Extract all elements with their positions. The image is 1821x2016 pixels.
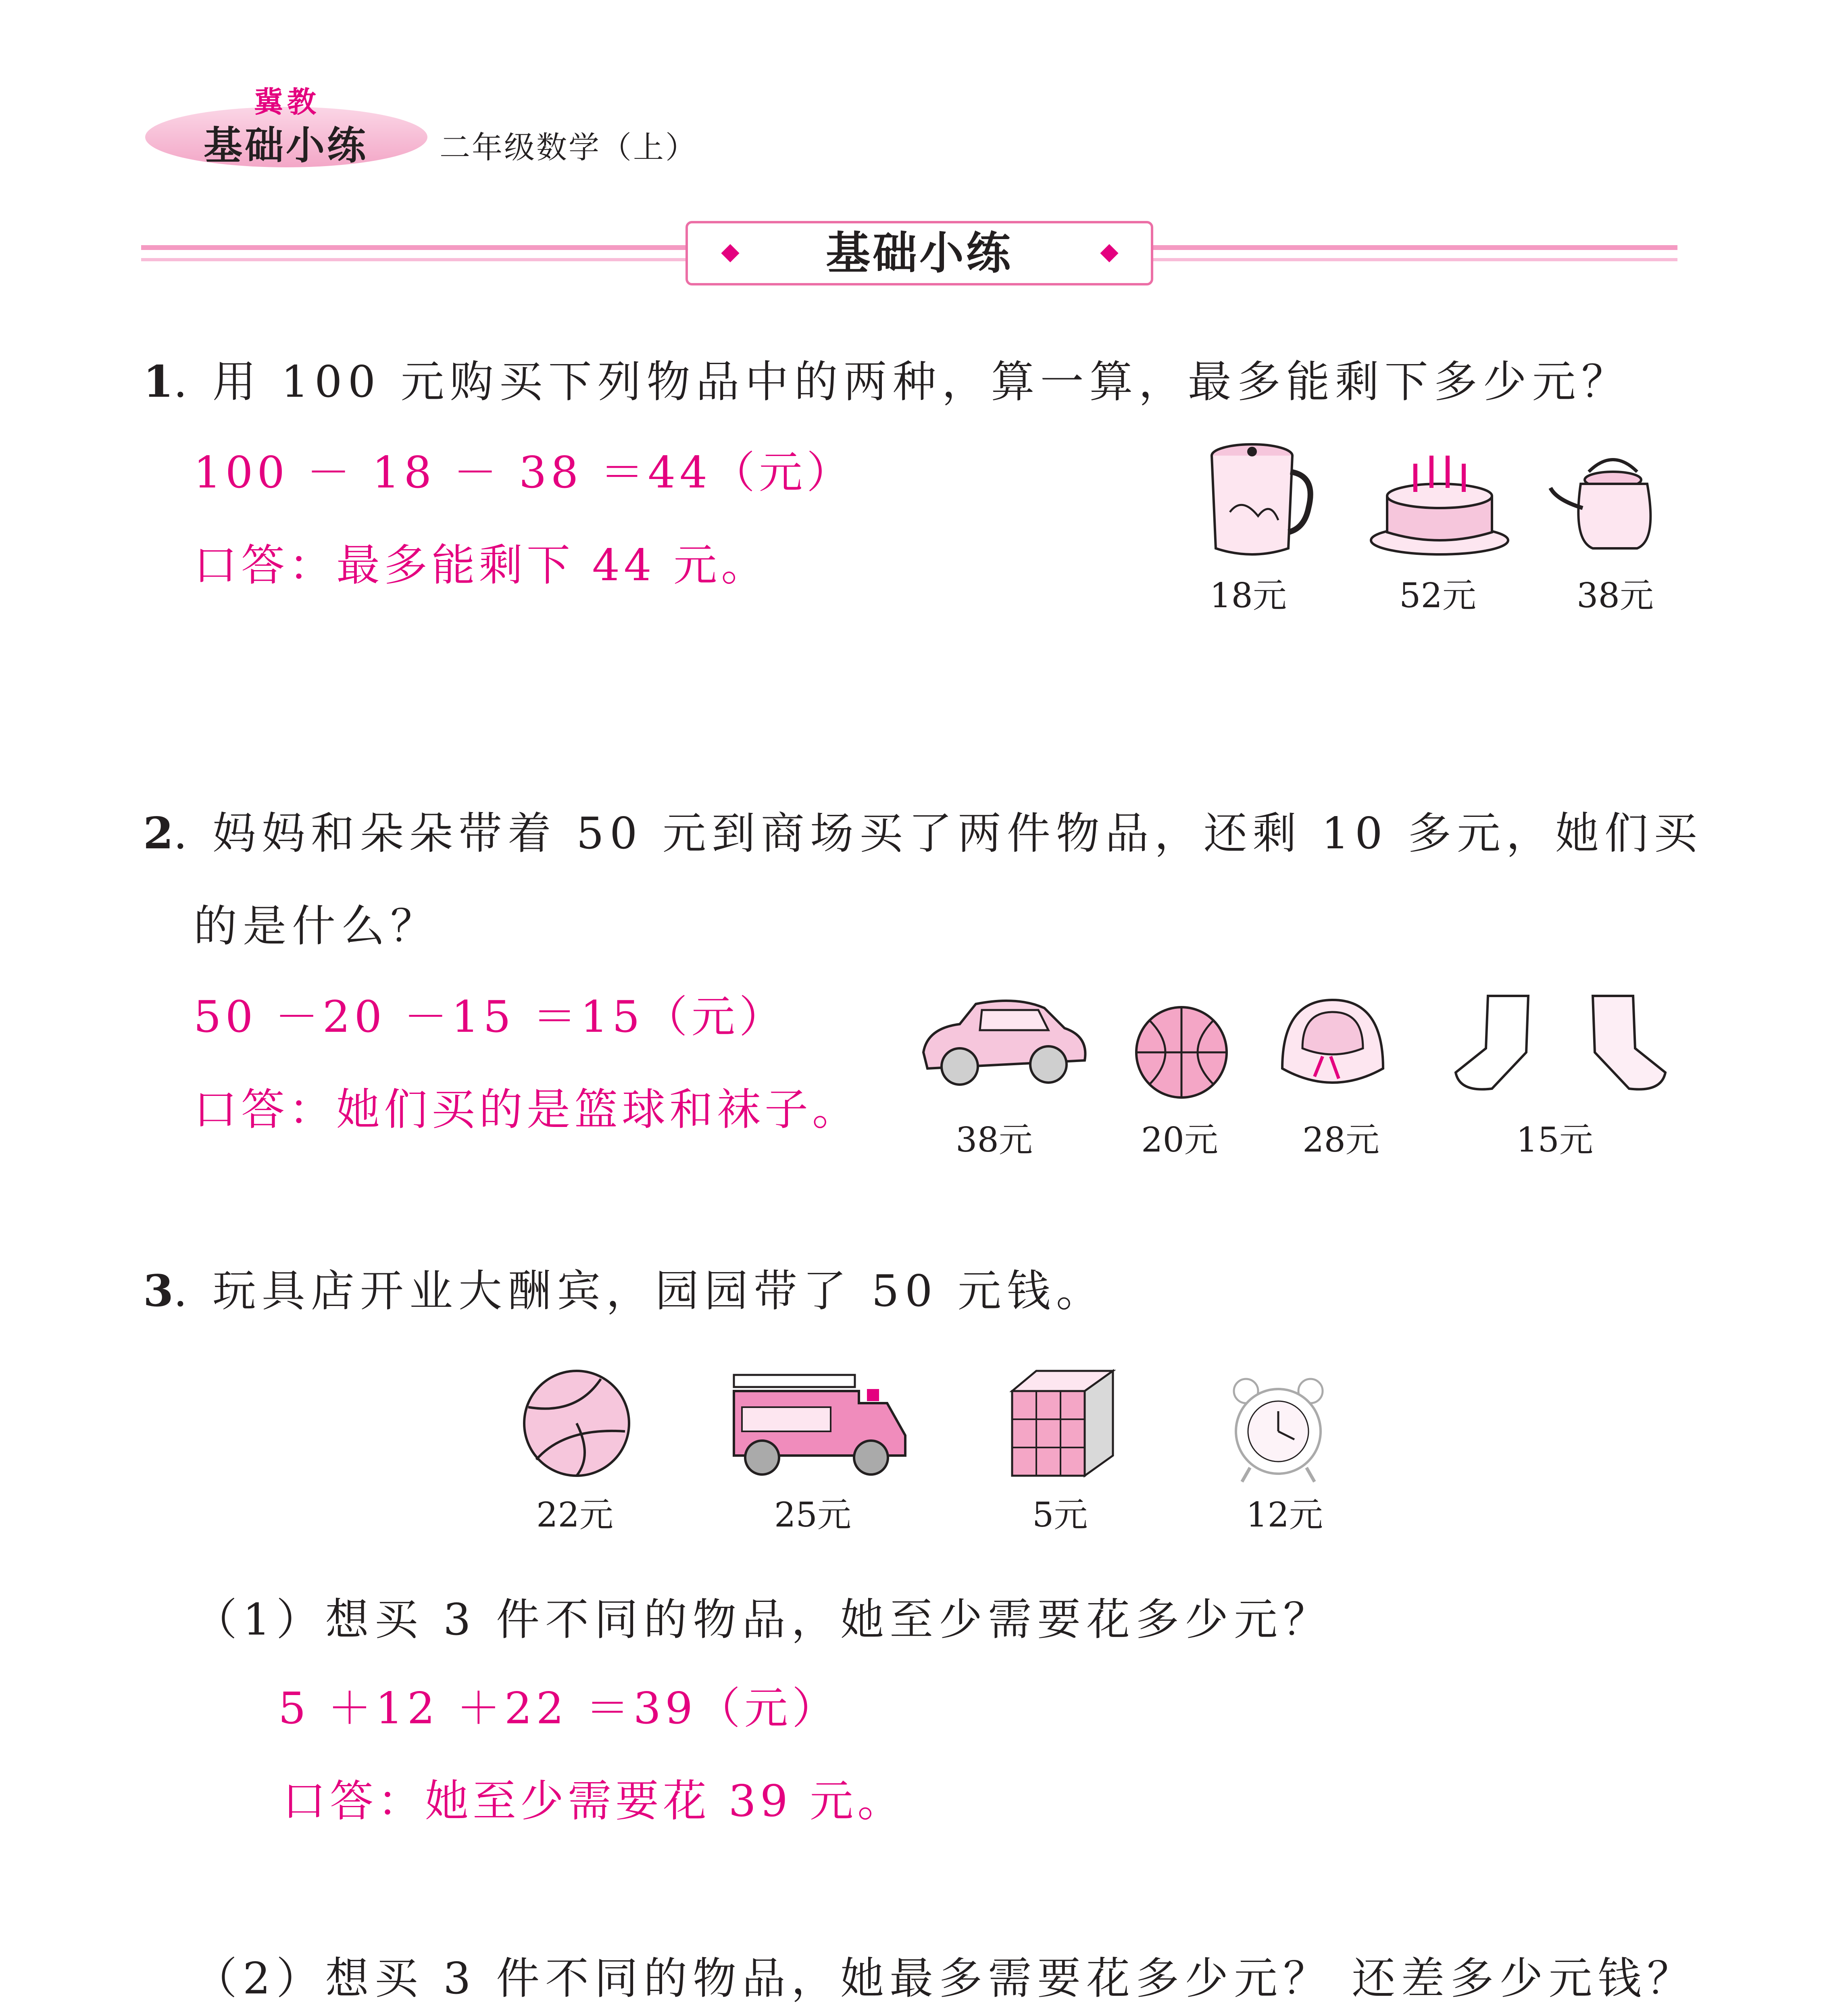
fire-truck-price: 25元 [774, 1495, 851, 1535]
volleyball-icon [520, 1367, 633, 1480]
car-price: 38元 [956, 1120, 1033, 1160]
fire-truck-icon [726, 1367, 911, 1480]
question-2: 2. 妈妈和朵朵带着 50 元到商场买了两件物品，还剩 10 多元，她们买 [143, 808, 1703, 859]
cake-icon [1367, 448, 1512, 556]
kettle-icon [1548, 448, 1673, 556]
q1-equation: 100 － 18 － 38 ＝44（元） [194, 448, 854, 498]
volleyball-price: 22元 [536, 1495, 613, 1535]
basketball-icon [1133, 1004, 1230, 1101]
hat-price: 28元 [1302, 1120, 1379, 1160]
question-1: 1. 用 100 元购买下列物品中的两种，算一算，最多能剩下多少元？ [143, 356, 1631, 407]
socks-price: 15元 [1516, 1120, 1593, 1160]
question-3-1: （1）想买 3 件不同的物品，她至少需要花多少元？ [194, 1595, 1333, 1645]
basketball-price: 20元 [1141, 1120, 1218, 1160]
title-band-right [1149, 245, 1677, 250]
alarm-clock-icon [1218, 1375, 1339, 1484]
grade-label: 二年级数学（上） [440, 129, 698, 165]
series-title: 基础小练 [204, 123, 368, 168]
socks-icon [1448, 992, 1673, 1097]
q2-equation: 50 －20 －15 ＝15（元） [194, 992, 787, 1042]
q1-answer: 口答：最多能剩下 44 元。 [194, 540, 769, 591]
q2-answer: 口答：她们买的是篮球和袜子。 [194, 1085, 860, 1135]
car-icon [915, 992, 1093, 1093]
clock-price: 12元 [1246, 1495, 1323, 1535]
rubiks-cube-icon [1004, 1367, 1121, 1484]
q3-1-equation: 5 ＋12 ＋22 ＝39（元） [278, 1683, 840, 1734]
title-band-left [141, 245, 690, 250]
question-3: 3. 玩具店开业大酬宾，园园带了 50 元钱。 [143, 1266, 1105, 1316]
cup-icon [1206, 439, 1319, 560]
publisher-label: 冀教 [254, 85, 321, 119]
q3-1-answer: 口答：她至少需要花 39 元。 [282, 1776, 905, 1826]
cup-price: 18元 [1210, 576, 1287, 615]
hat-icon [1278, 996, 1387, 1101]
title-band-right-lower [1149, 258, 1677, 261]
cake-price: 52元 [1399, 576, 1476, 615]
kettle-price: 38元 [1577, 576, 1654, 615]
section-title: 基础小练 [826, 227, 1013, 279]
question-2-line2: 的是什么？ [194, 901, 440, 952]
cube-price: 5元 [1032, 1495, 1088, 1535]
title-band-left-lower [141, 258, 690, 261]
question-3-2: （2）想买 3 件不同的物品，她最多需要花多少元？ 还差多少元钱？ [194, 1954, 1696, 2004]
